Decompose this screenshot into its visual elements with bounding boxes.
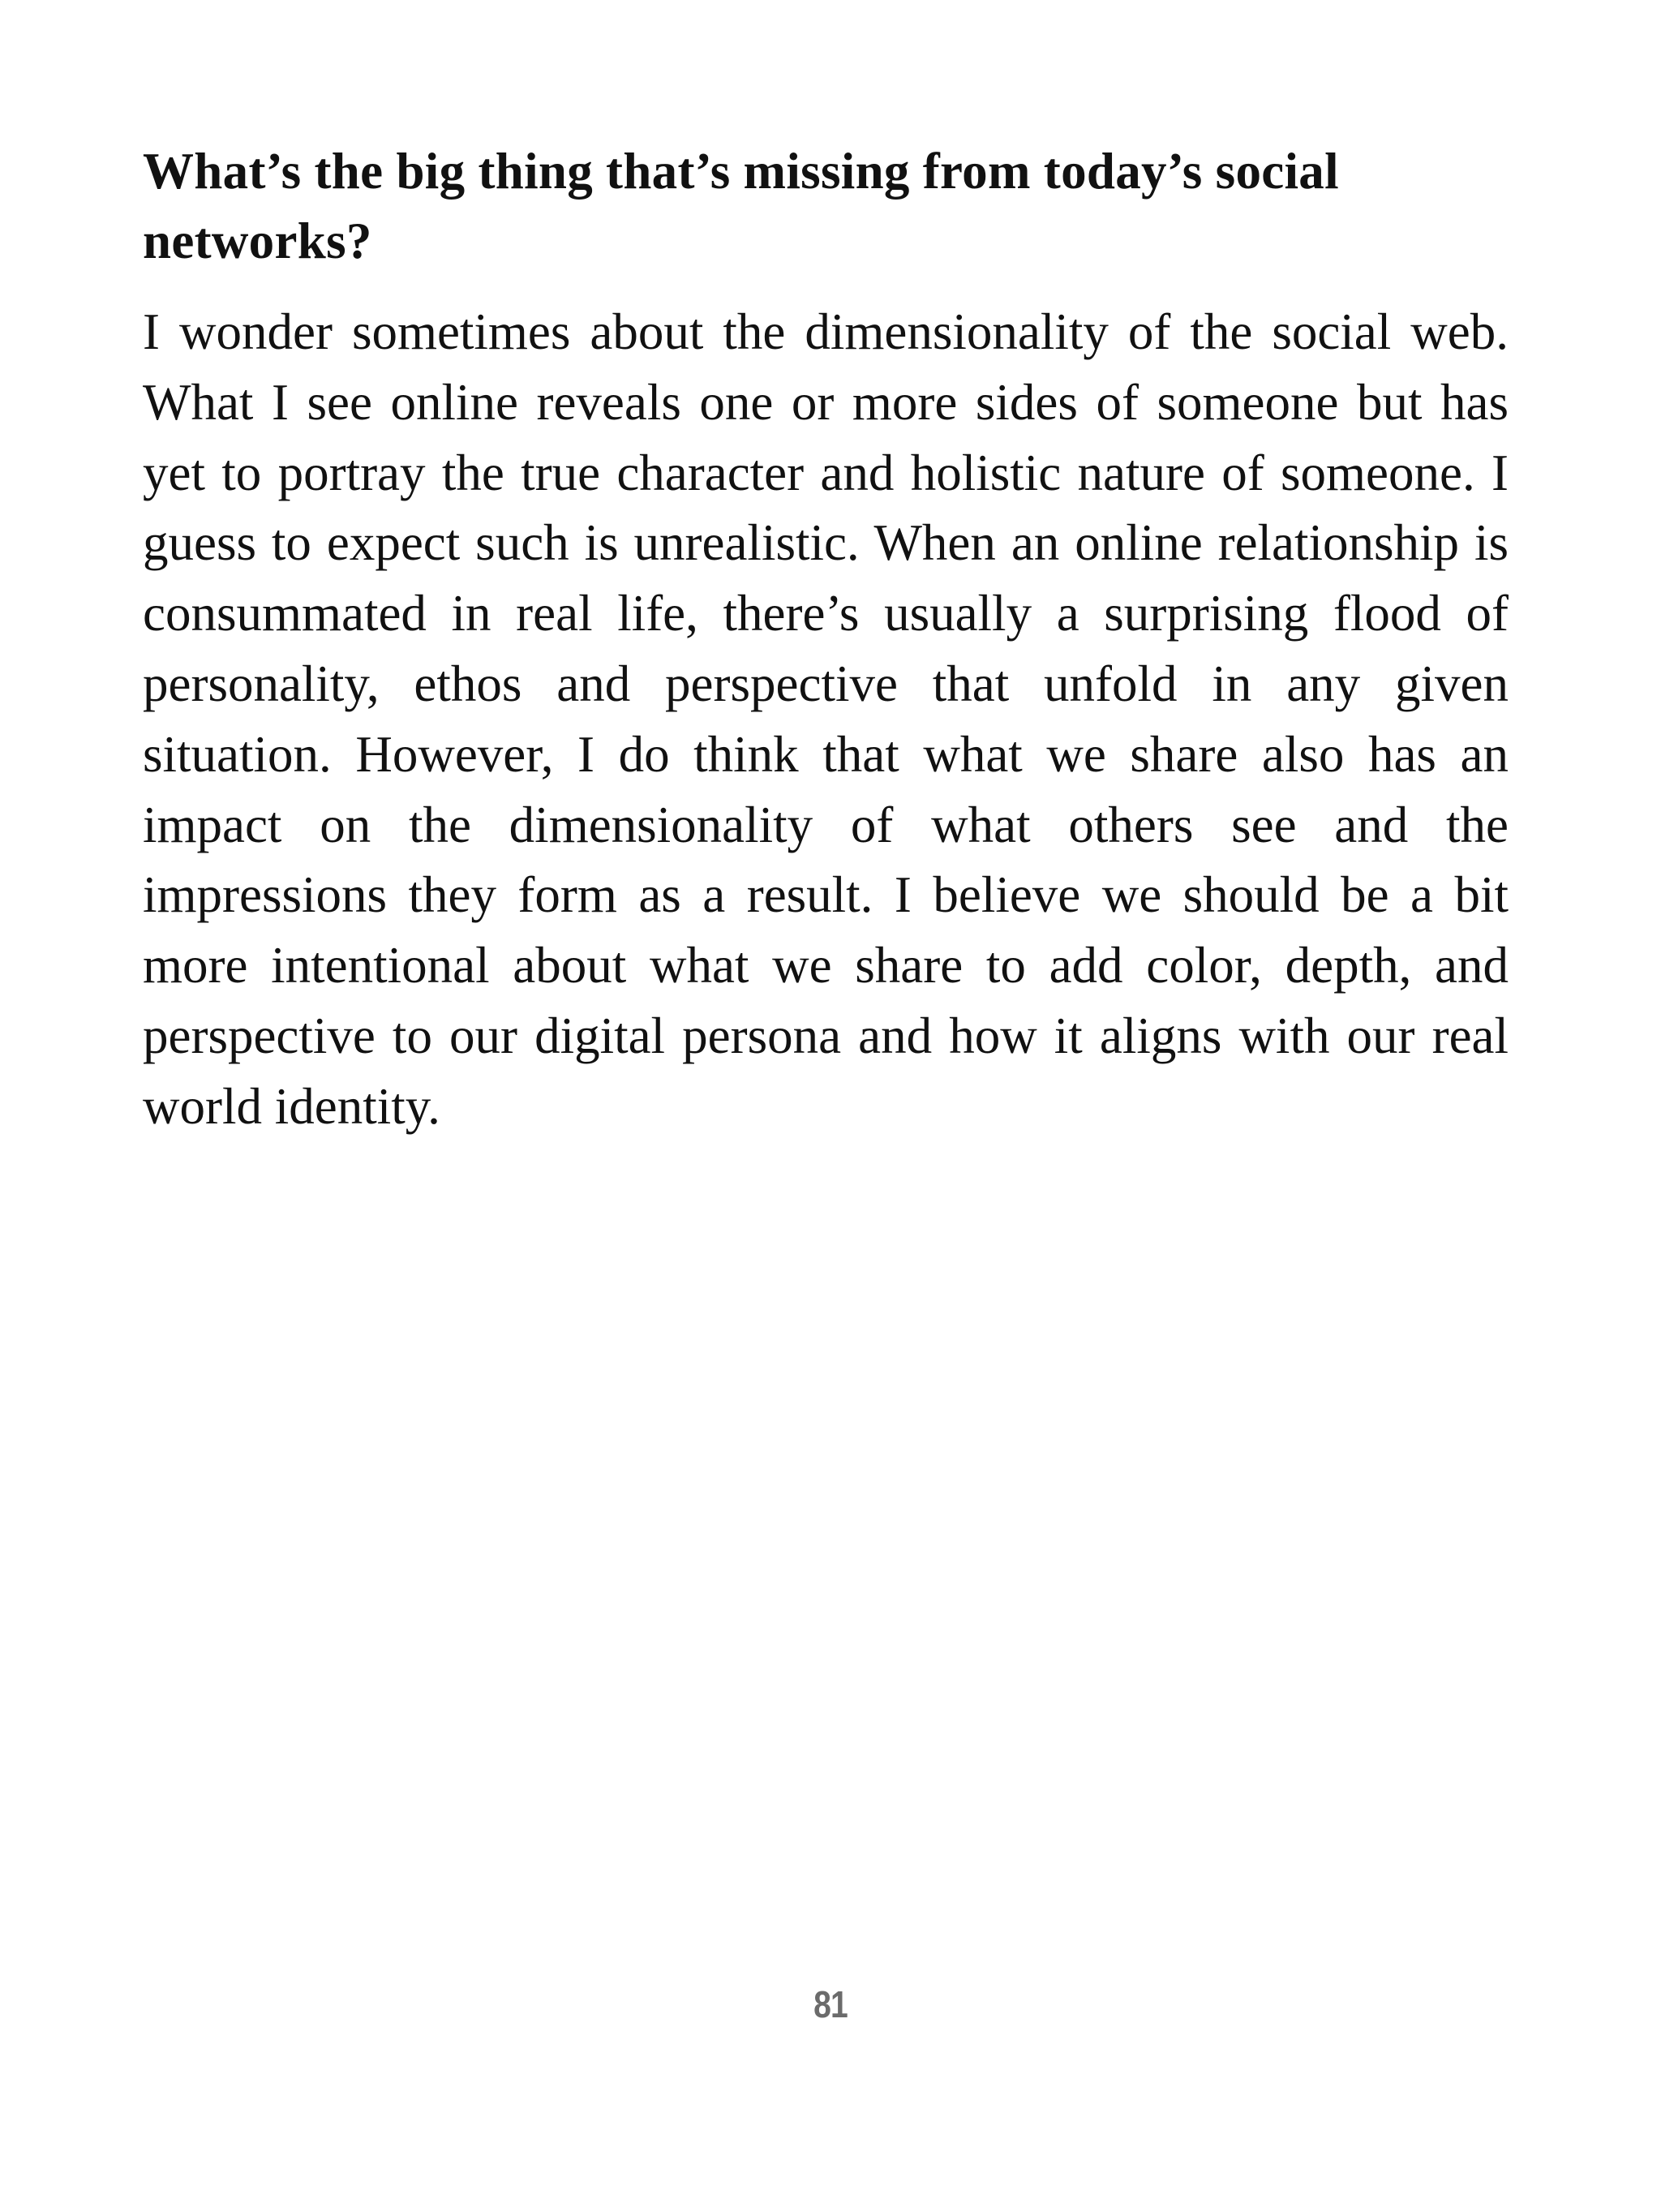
question-heading: What’s the big thing that’s missing from today’s social networks? [143, 143, 1339, 269]
answer-paragraph: I wonder sometimes about the dimensionality of the social web. What I see online reveals one or more sides of someone but has yet to portray the true character and holistic nature of someone. I guess to expect such is unrealistic. When an online relationship is consummated in real life, there’s usually a surprising flood of personality, ethos and perspective that unfold in any given situation. However, I do think that what we share also has an impact on the dimensionality of what others see and the impressions they form as a result. I believe we should be a bit more intentional about what we share to add color, depth, and perspective to our digital persona and how it aligns with our real world identity. [143, 303, 1509, 1135]
page-number: 81 [813, 1983, 848, 2025]
page-content [143, 136, 1509, 1142]
